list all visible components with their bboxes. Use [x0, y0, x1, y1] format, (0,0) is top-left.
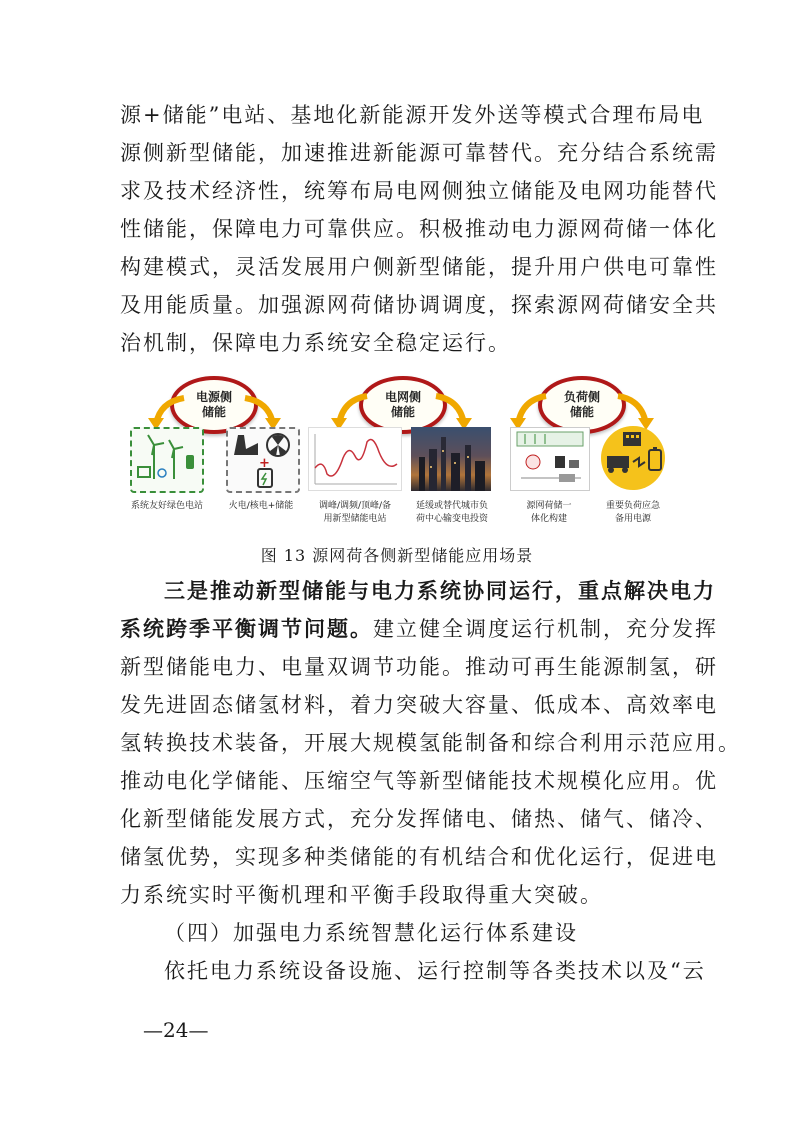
text-run: 建立健全调度运行机制，充分发挥: [373, 617, 718, 641]
paragraph-1: [120, 96, 718, 362]
storage-scenario-figure: [126, 372, 672, 532]
arrow-icon: [331, 392, 371, 430]
bold-lead-text: 系统跨季平衡调节问题。: [120, 616, 373, 641]
thermal-nuclear-storage-image: [226, 427, 300, 493]
nuclear-icon: [228, 429, 298, 491]
text-line: 治机制，保障电力系统安全稳定运行。: [120, 331, 511, 355]
text-line: 化新型储能发展方式，充分发挥储电、储热、储气、储冷、: [120, 807, 718, 831]
text-line: 构建模式，灵活发展用户侧新型储能，提升用户供电可靠性: [120, 255, 718, 279]
text-line: 及用能质量。加强源网荷储协调调度，探索源网荷储安全共: [120, 293, 718, 317]
item-caption: 重要负荷应急 备用电源: [605, 501, 660, 524]
load-curve-chart: [309, 428, 401, 490]
integration-diagram: [511, 428, 589, 490]
text-line: 源+储能”电站、基地化新能源开发外送等模式合理布局电: [120, 103, 705, 127]
text-line: 储氢优势，实现多种类储能的有机结合和优化运行，促进电: [120, 845, 718, 869]
arrow-icon: [241, 394, 281, 430]
emergency-backup-image: [595, 422, 671, 492]
paragraph-2: [120, 572, 741, 990]
bold-lead-text: 三是推动新型储能与电力系统协同运行，重点解决电力: [164, 578, 716, 603]
text-line: 依托电力系统设备设施、运行控制等各类技术以及“云: [164, 959, 706, 983]
text-line: 性储能，保障电力可靠供应。积极推动电力源网荷储一体化: [120, 217, 718, 241]
text-line: 氢转换技术装备，开展大规模氢能制备和综合利用示范应用。: [120, 731, 741, 755]
city-night-image: [411, 427, 491, 491]
section-heading: （四）加强电力系统智慧化运行体系建设: [164, 921, 578, 945]
wind-turbine-icon: [132, 429, 202, 491]
text-line: [120, 610, 718, 648]
arrow-icon: [432, 392, 472, 430]
text-line: 源侧新型储能，加速推进新能源可靠替代。充分结合系统需: [120, 141, 718, 165]
integration-diagram-image: [510, 427, 590, 491]
figure-caption: 图 13 源网荷各侧新型储能应用场景: [260, 546, 534, 565]
green-station-image: [130, 427, 204, 493]
item-caption: 延缓或替代城市负 荷中心输变电投资: [415, 501, 488, 524]
city-skyline: [411, 427, 491, 491]
page-number: —24—: [143, 1018, 209, 1042]
text-line: 新型储能电力、电量双调节功能。推动可再生能源制氢，研: [120, 655, 718, 679]
text-line: 力系统实时平衡机理和平衡手段取得重大突破。: [120, 883, 603, 907]
load-curve-image: [308, 427, 402, 491]
group-label-source: 电源侧 储能: [170, 376, 258, 434]
backup-power-icon: [595, 422, 671, 492]
arrow-icon: [510, 392, 550, 430]
text-line: 求及技术经济性，统筹布局电网侧独立储能及电网功能替代: [120, 179, 718, 203]
item-caption: 火电/核电+储能: [228, 501, 294, 511]
svg-text:+: +: [259, 456, 270, 471]
text-line: 推动电化学储能、压缩空气等新型储能技术规模化应用。优: [120, 769, 718, 793]
item-caption: 源网荷储一 体化构建: [526, 501, 572, 524]
text-line: [120, 572, 716, 610]
item-caption: 系统友好绿色电站: [130, 501, 203, 511]
text-line: 发先进固态储氢材料，着力突破大容量、低成本、高效率电: [120, 693, 718, 717]
arrow-icon: [148, 394, 188, 430]
group-label-load: 负荷侧 储能: [538, 376, 626, 434]
item-caption: 调峰/调频/顶峰/备 用新型储能电站: [318, 501, 392, 524]
group-label-grid: 电网侧 储能: [359, 376, 447, 434]
